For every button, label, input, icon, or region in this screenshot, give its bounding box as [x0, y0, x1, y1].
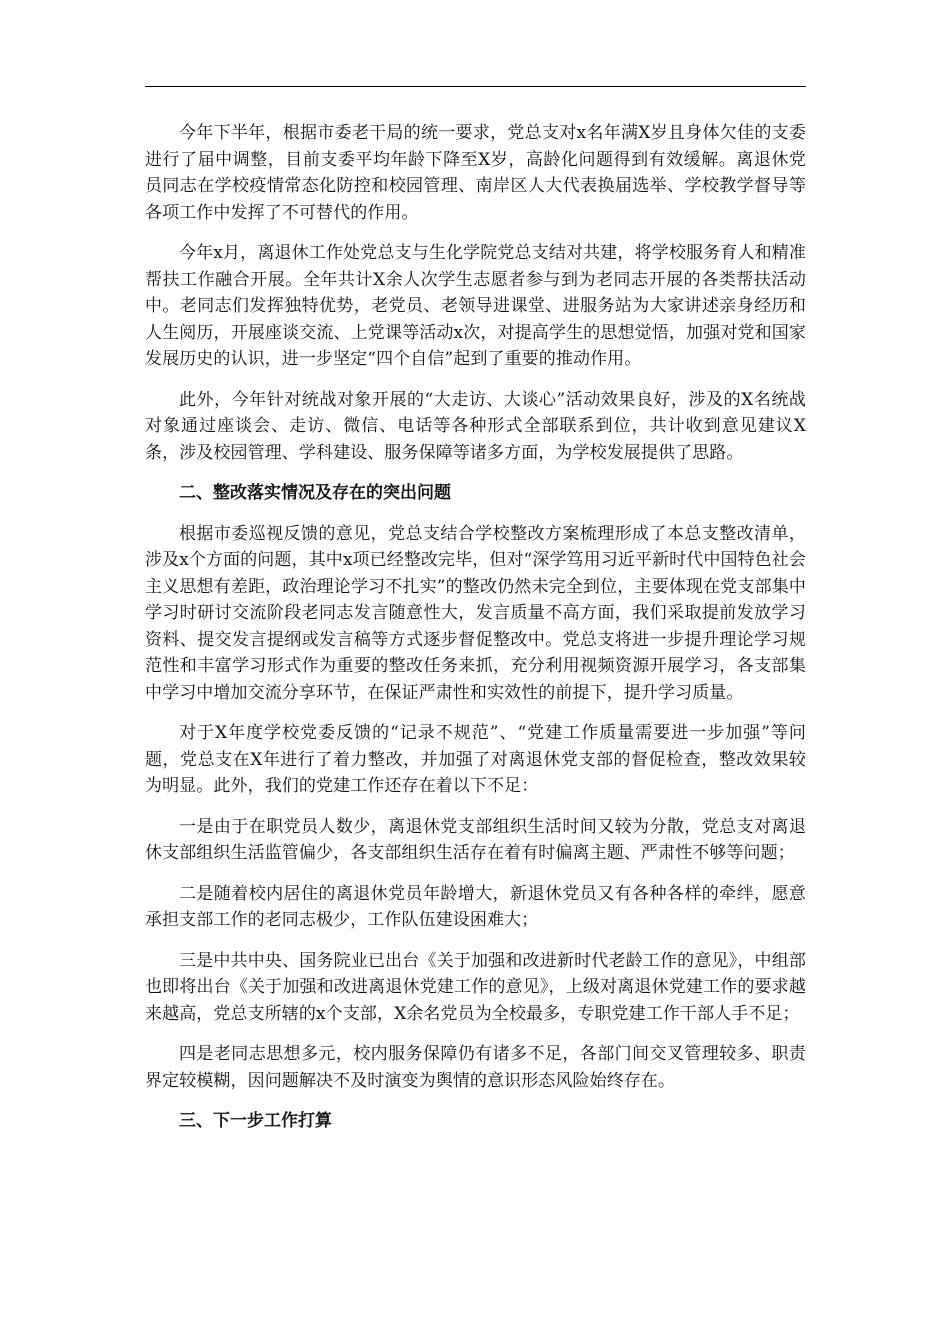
paragraph: 此外，今年针对统战对象开展的“大走访、大谈心”活动效果良好，涉及的X名统战对象通过座谈会、走访、微信、电话等各种形式全部联系到位，共计收到意见建议X条，涉及校园管理、学科建设、服务保障等诸多方面，为学校发展提供了思路。	[145, 389, 806, 463]
header-rule	[145, 86, 806, 87]
section-heading: 三、下一步工作打算	[179, 1111, 332, 1131]
paragraph: 四是老同志思想多元，校内服务保障仍有诸多不足，各部门间交叉管理较多、职责界定较模糊，因问题解决不及时演变为舆情的意识形态风险始终存在。	[145, 1044, 806, 1091]
paragraph: 三是中共中央、国务院业已出台《关于加强和改进新时代老龄工作的意见》，中组部也即将出台《关于加强和改进离退休党建工作的意见》，上级对离退休党建工作的要求越来越高，党总支所辖的x个支部，X余名党员为全校最多，专职党建工作干部人手不足；	[145, 950, 806, 1024]
paragraph: 一是由于在职党员人数少，离退休党支部组织生活时间又较为分散，党总支对离退休支部组织生活监管偏少，各支部组织生活存在着有时偏离主题、严肃性不够等问题；	[145, 816, 806, 863]
document-body	[145, 120, 806, 1149]
section-heading: 二、整改落实情况及存在的突出问题	[179, 483, 451, 503]
paragraph: 根据市委巡视反馈的意见，党总支结合学校整改方案梳理形成了本总支整改清单，涉及x个方面的问题，其中x项已经整改完毕，但对“深学笃用习近平新时代中国特色社会主义思想有差距，政治理论学习不扎实”的整改仍然未完全到位，主要体现在党支部集中学习时研讨交流阶段老同志发言随意性大，发言质量不高方面，我们采取提前发放学习资料、提交发言提纲或发言稿等方式逐步督促整改中。党总支将进一步提升理论学习规范性和丰富学习形式作为重要的整改任务来抓，充分利用视频资源开展学习，各支部集中学习中增加交流分享环节，在保证严肃性和实效性的前提下，提升学习质量。	[145, 523, 806, 703]
paragraph: 今年下半年，根据市委老干局的统一要求，党总支对x名年满X岁且身体欠佳的支委进行了届中调整，目前支委平均年龄下降至X岁，高龄化问题得到有效缓解。离退休党员同志在学校疫情常态化防控和校园管理、南岸区人大代表换届选举、学校教学督导等各项工作中发挥了不可替代的作用。	[145, 123, 806, 223]
paragraph: 对于X年度学校党委反馈的“记录不规范”、“党建工作质量需要进一步加强”等问题，党总支在X年进行了着力整改，并加强了对离退休党支部的督促检查，整改效果较为明显。此外，我们的党建工作还存在着以下不足：	[145, 723, 806, 796]
paragraph: 二是随着校内居住的离退休党员年龄增大，新退休党员又有各种各样的牵绊，愿意承担支部工作的老同志极少，工作队伍建设困难大；	[145, 883, 806, 930]
paragraph: 今年x月，离退休工作处党总支与生化学院党总支结对共建，将学校服务育人和精准帮扶工作融合开展。全年共计X余人次学生志愿者参与到为老同志开展的各类帮扶活动中。老同志们发挥独特优势，老党员、老领导进课堂、进服务站为大家讲述亲身经历和人生阅历，开展座谈交流、上党课等活动x次，对提高学生的思想觉悟，加强对党和国家发展历史的认识，进一步坚定“四个自信”起到了重要的推动作用。	[145, 243, 806, 369]
